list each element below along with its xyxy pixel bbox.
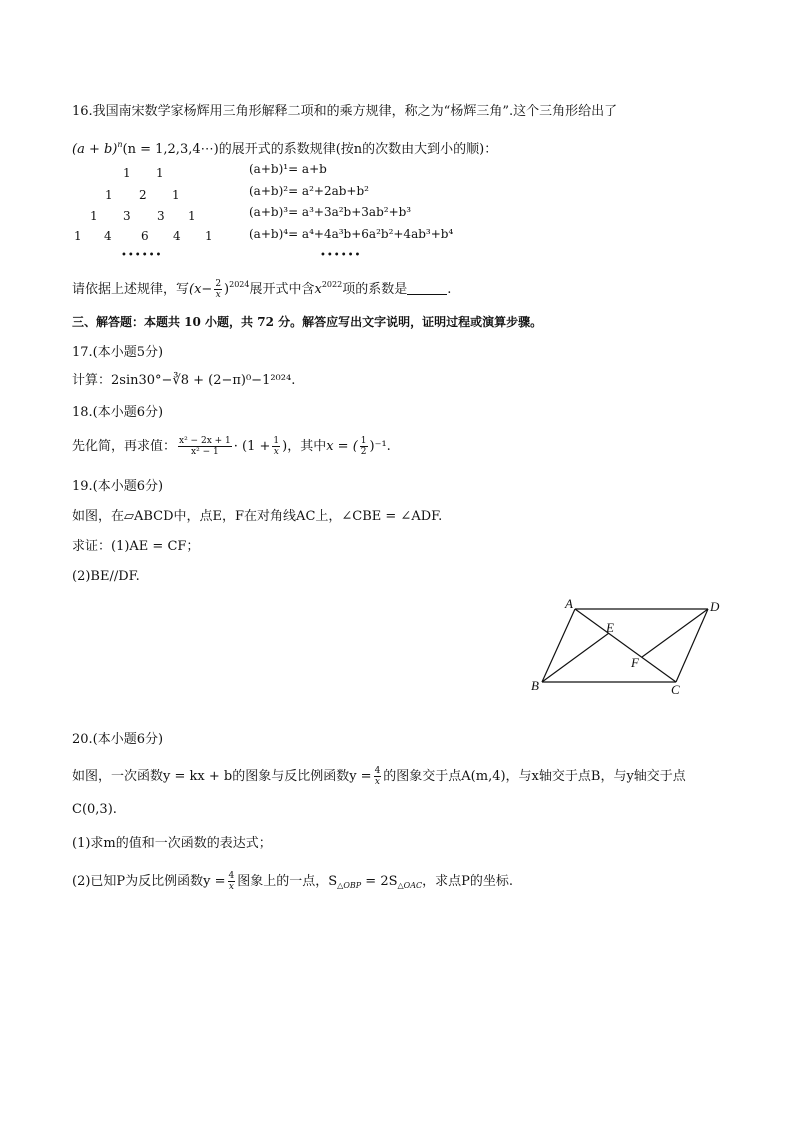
q16-var: x [314, 282, 322, 297]
answer-blank [407, 282, 447, 295]
q20-part2-c: = 2S [361, 874, 398, 889]
q18-fraction [178, 436, 232, 457]
q16-power: 2024 [229, 280, 250, 289]
frac-denominator: x [215, 290, 221, 300]
q18-text-c: )，其中 [282, 439, 327, 454]
q16-base-left: (x− [189, 282, 213, 297]
label-E: E [606, 620, 614, 635]
q16-question-b: 展开式中含 [249, 282, 315, 297]
segment-BE [542, 633, 609, 682]
q16-var-power: 2022 [321, 280, 343, 289]
q16-rule-line [72, 136, 497, 159]
frac-denominator: 2 [360, 447, 367, 457]
q16-question-end: . [447, 282, 452, 297]
expansion-line: (a+b)³= a³+3a²b+3ab²+b³ [249, 205, 412, 219]
triangle-number: 1 [74, 229, 82, 243]
q18-title: 18.(本小题6分) [72, 405, 164, 420]
q19-prove1: 求证：(1)AE = CF； [72, 539, 200, 554]
section-header: 三、解答题：本题共 10 小题，共 72 分。解答应写出文字说明，证明过程或演算步骤。 [72, 315, 543, 329]
triangle-number: 1 [205, 229, 213, 243]
frac-numerator: 2 [215, 279, 222, 289]
triangle-number: 6 [141, 229, 149, 243]
q20-part2-b: 图象上的一点，S [237, 874, 338, 889]
q20-fraction [374, 766, 382, 787]
frac-numerator: 4 [374, 766, 381, 776]
q16-question-c: 项的系数是 [342, 282, 408, 297]
q20-fraction-2 [228, 871, 236, 892]
q20-part1: (1)求m的值和一次函数的表达式； [72, 836, 272, 851]
q16-question [72, 276, 451, 300]
label-C: C [671, 682, 680, 697]
q18-text-a: 先化简，再求值： [72, 439, 177, 454]
expansion-line: (a+b)¹= a+b [249, 162, 327, 176]
frac-numerator: 4 [228, 871, 235, 881]
label-A: A [565, 596, 573, 611]
triangle-number: 3 [123, 209, 131, 223]
frac-denominator: x [273, 447, 279, 457]
expansion-dots: •••••• [320, 250, 362, 261]
triangle-number: 1 [105, 188, 113, 202]
q18-text [72, 436, 391, 457]
triangle-number: 1 [156, 166, 164, 180]
frac-denominator: x² − 1 [191, 447, 219, 457]
triangle-dots: •••••• [121, 250, 163, 261]
q20-part2-a: (2)已知P为反比例函数y = [72, 874, 226, 889]
q19-prove2: (2)BE//DF. [72, 569, 140, 584]
frac-numerator: 1 [360, 436, 367, 446]
triangle-number: 2 [139, 188, 147, 202]
q20-text-a: 如图，一次函数y = kx + b的图象与反比例函数y = [72, 769, 372, 784]
label-D: D [710, 599, 720, 614]
side-BA [542, 609, 575, 682]
q16-fraction [214, 279, 222, 300]
triangle-number: 1 [90, 209, 98, 223]
expansion-line: (a+b)⁴= a⁴+4a³b+6a²b²+4ab³+b⁴ [249, 227, 454, 241]
triangle-number: 1 [188, 209, 196, 223]
q19-title: 19.(本小题6分) [72, 479, 164, 494]
q20-title: 20.(本小题6分) [72, 732, 164, 747]
q20-text-b: 的图象交于点A(m,4)，与x轴交于点B，与y轴交于点 [383, 769, 686, 784]
q18-text-d: x = ( [326, 439, 358, 454]
q18-text-e: )⁻¹. [369, 439, 391, 454]
triangle-number: 4 [173, 229, 181, 243]
frac-numerator: 1 [273, 436, 280, 446]
q16-intro: 16.我国南宋数学家杨辉用三角形解释二项和的乘方规律，称之为“杨辉三角”.这个三角形给出了 [72, 104, 618, 119]
expansion-line: (a+b)²= a²+2ab+b² [249, 184, 369, 198]
q18-fraction-3 [360, 436, 368, 457]
q20-text [72, 766, 686, 787]
q16-rule-prefix: (a + b) [72, 142, 118, 157]
q20-part2 [72, 871, 513, 895]
q17-text: 计算：2sin30°−∛8 + (2−π)⁰−1²⁰²⁴. [72, 373, 296, 388]
triangle-number: 3 [157, 209, 165, 223]
q19-text: 如图，在▱ABCD中，点E，F在对角线AC上，∠CBE = ∠ADF. [72, 509, 443, 524]
label-F: F [631, 655, 639, 670]
q17-title: 17.(本小题5分) [72, 345, 164, 360]
diagonal-AC [575, 609, 676, 682]
triangle-number: 4 [104, 229, 112, 243]
q16-base-right: ) [224, 282, 230, 297]
q16-rule-suffix: 的展开式的系数规律(按n的次数由大到小的顺)： [218, 142, 498, 157]
q18-text-b: · (1 + [233, 439, 271, 454]
triangle-number: 1 [172, 188, 180, 202]
side-DC [676, 609, 708, 682]
triangle-number: 1 [123, 166, 131, 180]
frac-numerator: x² − 2x + 1 [179, 436, 231, 446]
q20-sub1: △OBP [337, 881, 362, 890]
q20-sub2: △OAC [397, 881, 423, 890]
q20-text-c: C(0,3). [72, 802, 117, 817]
q16-rule-mid: (n = 1,2,3,4⋯) [122, 142, 219, 157]
q18-fraction-2 [272, 436, 280, 457]
frac-denominator: x [374, 777, 380, 787]
q16-question-a: 请依据上述规律，写 [72, 282, 190, 297]
q16-rule-exp: n [117, 140, 123, 149]
segment-DF [642, 609, 708, 657]
frac-denominator: x [228, 882, 234, 892]
q20-part2-d: ，求点P的坐标. [422, 874, 513, 889]
label-B: B [531, 678, 539, 693]
